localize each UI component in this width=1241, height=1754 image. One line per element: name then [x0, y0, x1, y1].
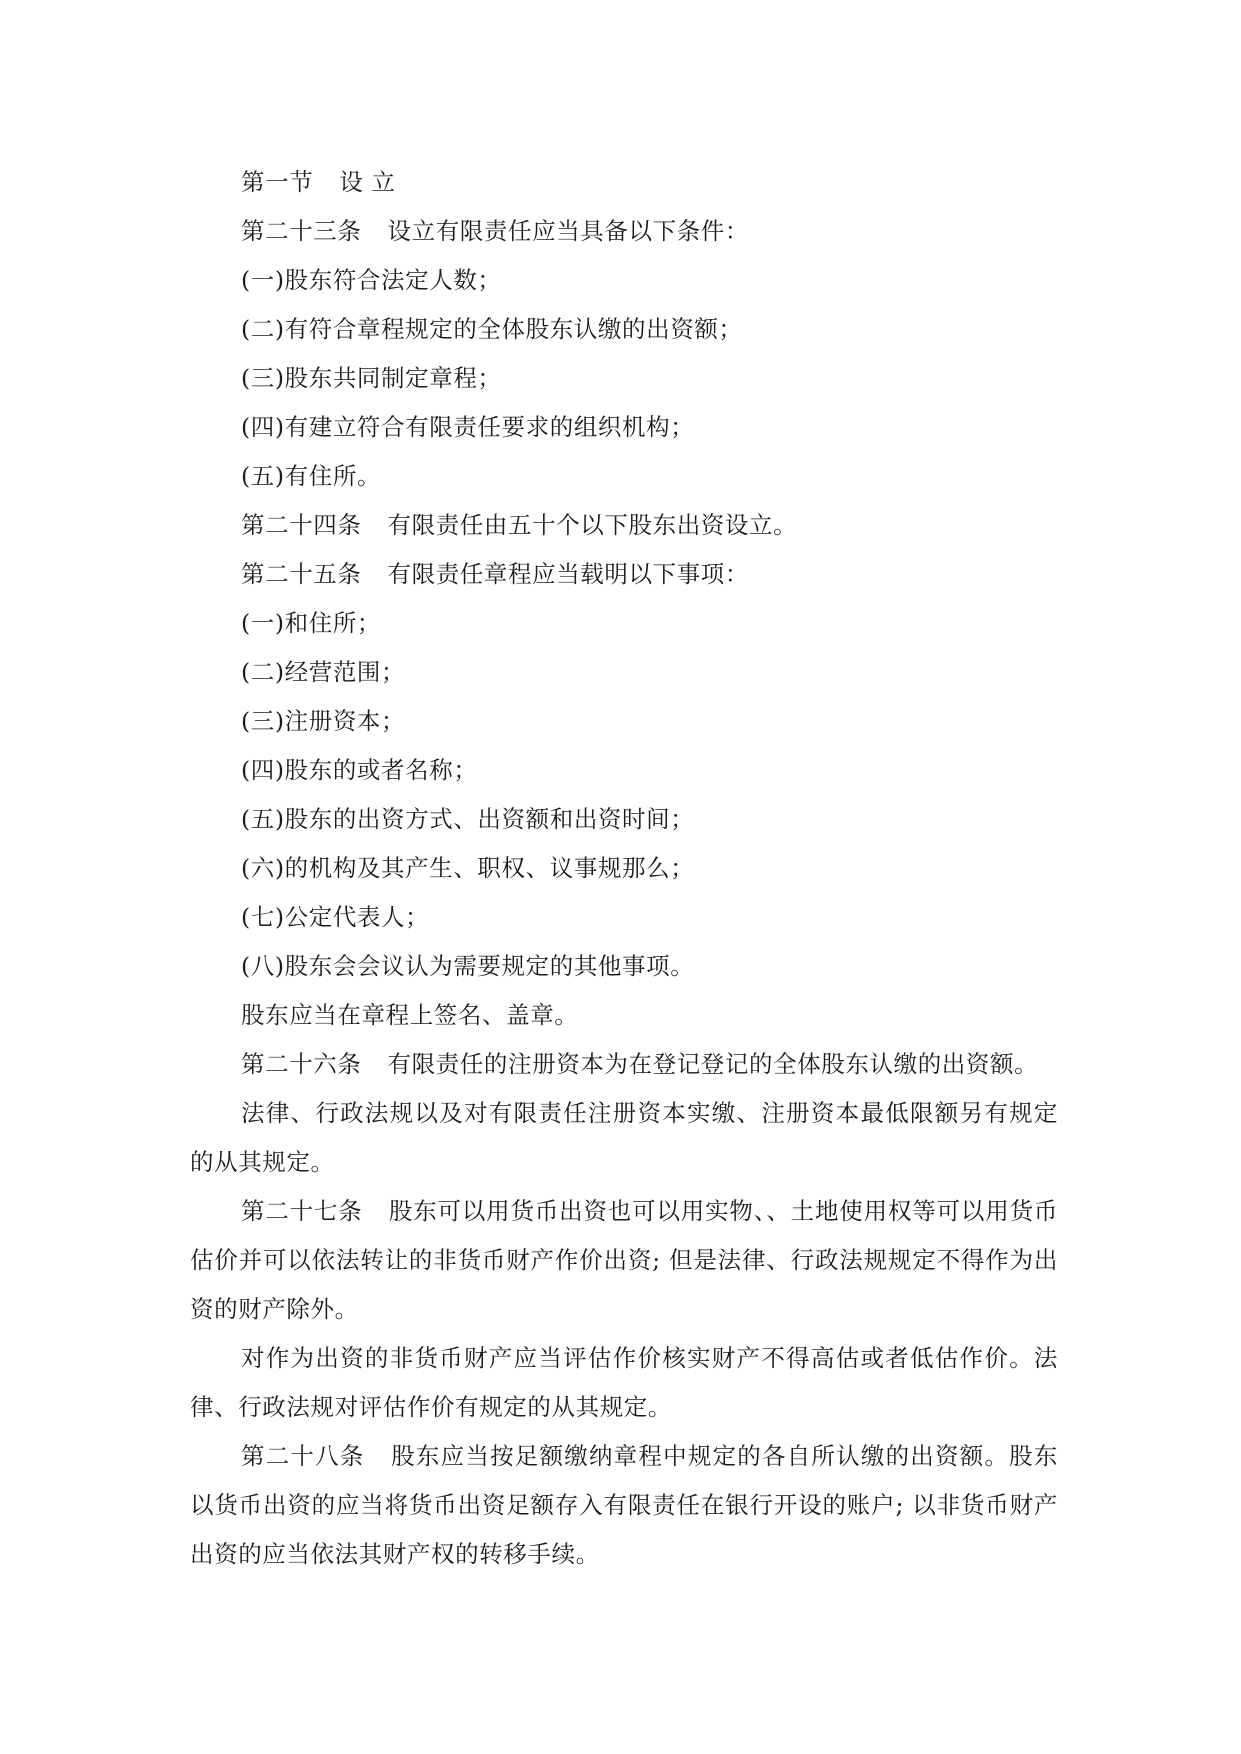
list-item: (四)股东的或者名称；: [241, 756, 478, 784]
article-text: 设立有限责任应当具备以下条件：: [387, 217, 749, 245]
list-item: (八)股东会会议认为需要规定的其他事项。: [241, 952, 695, 980]
article-text: 股东应当按足额缴纳章程中规定的各自所认缴的出资额。股东以货币出资的应当将货币出资足额存入有限责任在银行开设的账户; 以非货币财产出资的应当依法其财产权的转移手续。: [190, 1442, 1058, 1568]
article-28: [190, 1432, 1058, 1579]
article-text: 有限责任章程应当载明以下事项：: [387, 560, 749, 588]
article-text: 有限责任由五十个以下股东出资设立。: [387, 511, 798, 539]
list-item: (六)的机构及其产生、职权、议事规那么；: [241, 854, 695, 882]
article-23-heading: [190, 207, 1058, 256]
section-number: 第一节: [241, 168, 314, 196]
article-number: 第二十六条: [241, 1050, 362, 1078]
article-number: 第二十七条: [241, 1197, 363, 1225]
list-item: (三)注册资本；: [241, 707, 406, 735]
article-25-heading: [190, 550, 1058, 599]
article-text: 股东可以用货币出资也可以用实物、、土地使用权等可以用货币估价并可以依法转让的非货币财产作价出资; 但是法律、行政法规规定不得作为出资的财产除外。: [190, 1197, 1059, 1323]
article-number: 第二十四条: [241, 511, 362, 539]
article-27-paragraph: 对作为出资的非货币财产应当评估作价核实财产不得高估或者低估作价。法律、行政法规对评估作价有规定的从其规定。: [190, 1344, 1058, 1421]
list-item: (五)有住所。: [241, 462, 382, 490]
list-item: (四)有建立符合有限责任要求的组织机构；: [241, 413, 695, 441]
list-item: (五)股东的出资方式、出资额和出资时间；: [241, 805, 695, 833]
article-27: [190, 1187, 1058, 1334]
section-title: 设 立: [339, 168, 396, 196]
list-item: (三)股东共同制定章程；: [241, 364, 502, 392]
list-item: (二)有符合章程规定的全体股东认缴的出资额；: [241, 315, 743, 343]
list-item: (一)股东符合法定人数；: [241, 266, 502, 294]
document-page: [190, 158, 1058, 1579]
list-item: (一)和住所；: [241, 609, 382, 637]
article-26: [190, 1040, 1058, 1089]
article-26-paragraph: 法律、行政法规以及对有限责任注册资本实缴、注册资本最低限额另有规定的从其规定。: [190, 1099, 1058, 1176]
article-number: 第二十三条: [241, 217, 362, 245]
article-24: [190, 501, 1058, 550]
list-item: (七)公定代表人；: [241, 903, 430, 931]
article-number: 第二十八条: [241, 1442, 365, 1470]
article-number: 第二十五条: [241, 560, 362, 588]
article-25-closing: 股东应当在章程上签名、盖章。: [241, 1001, 579, 1029]
article-text: 有限责任的注册资本为在登记登记的全体股东认缴的出资额。: [387, 1050, 1039, 1078]
section-heading: [190, 158, 1058, 207]
list-item: (二)经营范围；: [241, 658, 406, 686]
